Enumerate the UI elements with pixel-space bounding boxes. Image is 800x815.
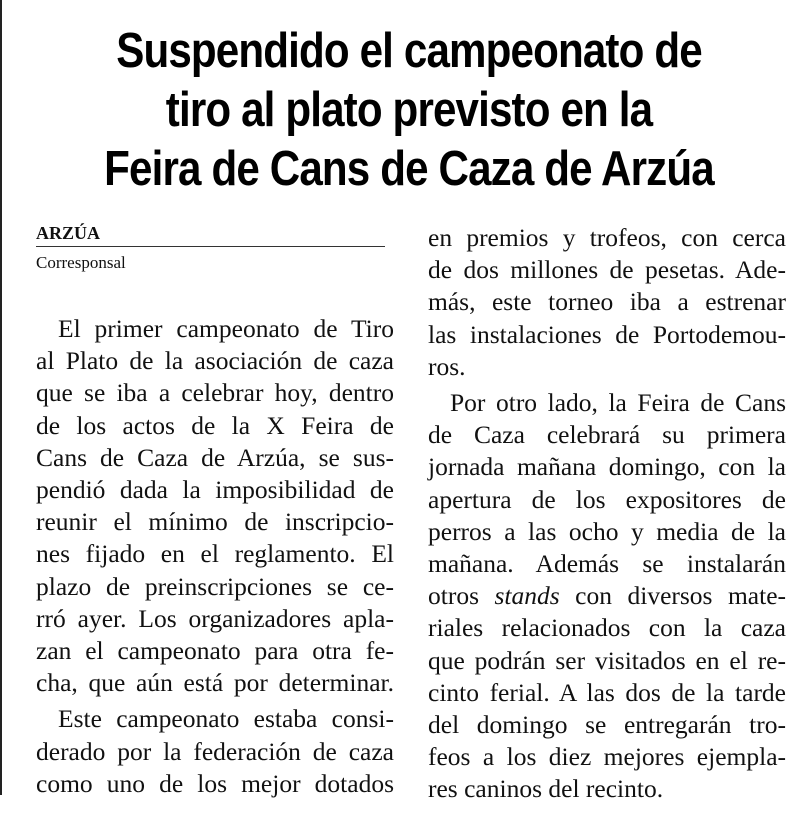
headline-line: Feira de Cans de Caza de Arzúa (104, 142, 714, 196)
italic-term: stands (494, 581, 560, 611)
text-line: de dos millones de pesetas. Ade- (428, 255, 786, 285)
text-line: cha, que aún está por determinar. (36, 668, 394, 698)
article-column-right (428, 222, 786, 810)
byline: Corresponsal (36, 253, 126, 272)
paragraph-2 (36, 703, 394, 800)
headline-line: Suspendido el campeonato de (116, 24, 702, 78)
text-line: jornada mañana domingo, con la (428, 452, 786, 482)
text-line: nes fijado en el reglamento. El (36, 539, 394, 569)
text-line: Este campeonato estaba consi- (58, 704, 394, 734)
text-line: pendió dada la imposibilidad de (36, 475, 394, 505)
page-margin-rule (0, 0, 2, 795)
text-line: res caninos del recinto. (428, 774, 664, 804)
text-line: que se iba a celebrar hoy, dentro (36, 378, 394, 408)
text-line: rró ayer. Los organizadores apla- (36, 603, 394, 633)
text-line: al Plato de la asociación de caza (36, 346, 394, 376)
text-line: ros. (428, 351, 466, 381)
text-line: de Caza celebrará su primera (428, 420, 786, 450)
text-line: feos a los diez mejores ejempla- (428, 742, 786, 772)
dateline: ARZÚA (36, 222, 385, 247)
headline-line: tiro al plato previsto en la (165, 83, 653, 137)
headline (74, 22, 743, 199)
byline-spacer (36, 279, 394, 313)
text-line: riales relacionados con la caza (428, 613, 786, 643)
text-line: las instalaciones de Portodemou- (428, 319, 786, 349)
text-line: en premios y trofeos, con cerca (428, 223, 786, 252)
text-line: derado por la federación de caza (36, 736, 394, 766)
text-line: de los actos de la X Feira de (36, 410, 394, 440)
text-line: Cans de Caza de Arzúa, se sus- (36, 442, 394, 472)
text-line: mañana. Además se instalarán (428, 549, 786, 579)
text-line: zan el campeonato para otra fe- (36, 636, 394, 666)
text-line: El primer campeonato de Tiro (58, 314, 394, 343)
text-line: del domingo se entregarán tro- (428, 710, 786, 740)
text-line: Por otro lado, la Feira de Cans (450, 388, 786, 418)
paragraph-3 (428, 387, 786, 806)
paragraph-2-continued (428, 222, 786, 383)
text-run: con diversos mate- (559, 581, 787, 611)
text-line: plazo de preinscripciones se ce- (36, 571, 394, 601)
text-line (428, 580, 786, 612)
text-line: cinto ferial. A las dos de la tarde (428, 677, 786, 707)
text-line: apertura de los expositores de (428, 484, 786, 514)
text-run: otros (428, 581, 495, 611)
paragraph-1 (36, 313, 394, 699)
text-line: perros a las ocho y media de la (428, 516, 786, 546)
text-line: que podrán ser visitados en el re- (428, 645, 786, 675)
article-column-left (36, 222, 394, 804)
text-line: como uno de los mejor dotados (36, 768, 394, 798)
text-line: más, este torneo iba a estrenar (428, 287, 786, 317)
text-line: reunir el mínimo de inscripcio- (36, 507, 394, 537)
